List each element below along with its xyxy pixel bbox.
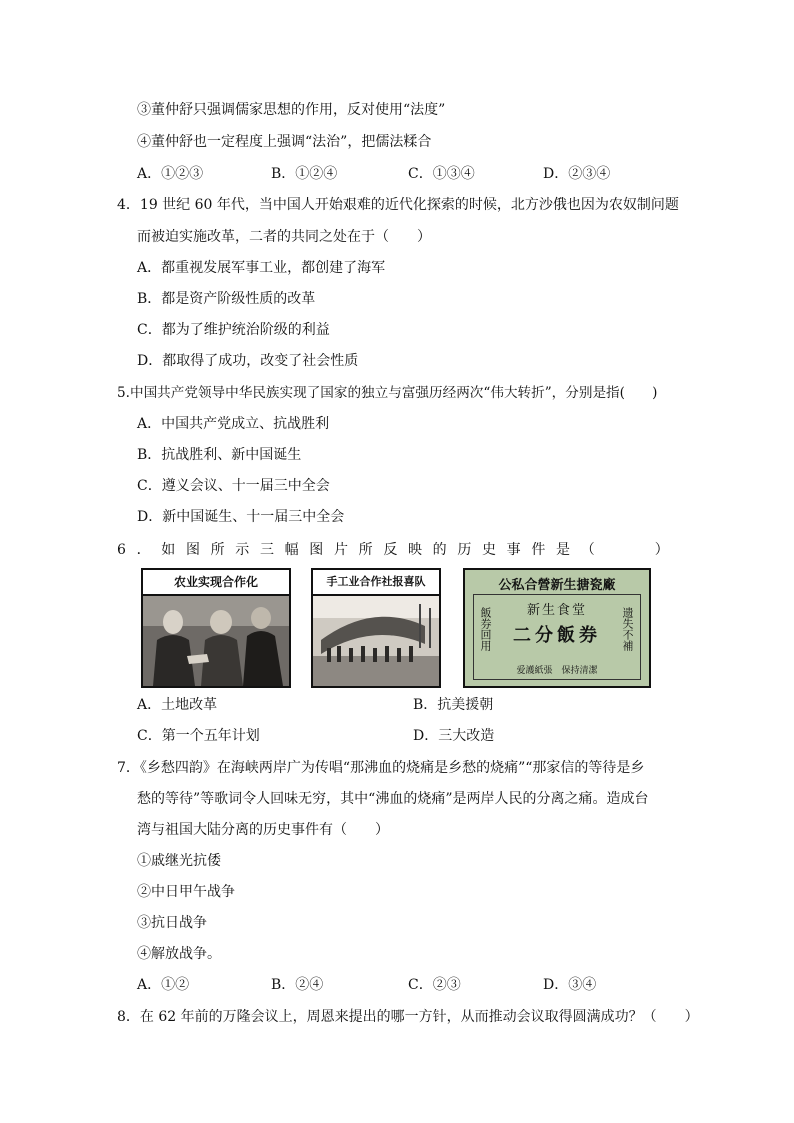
q5-option-b: B．抗战胜利、新中国诞生 <box>137 447 302 463</box>
q6-char: 所 <box>210 542 225 558</box>
q5-option-a: A．中国共产党成立、抗战胜利 <box>137 416 330 432</box>
q6-option-c: C．第一个五年计划 <box>137 728 260 744</box>
q6-char: 示 <box>235 542 250 558</box>
q6-option-d: D．三大改造 <box>413 728 495 744</box>
q7-statement-2: ②中日甲午战争 <box>137 884 235 900</box>
q6-char <box>630 540 644 560</box>
q6-char: 所 <box>358 542 373 558</box>
q7-option-a: A．①② <box>137 977 190 993</box>
q5-option-d: D．新中国诞生、十一届三中全会 <box>137 509 345 525</box>
q3-option-d: D．②③④ <box>543 166 611 182</box>
q3-statement-3: ③董仲舒只强调儒家思想的作用，反对使用“法度” <box>137 102 446 118</box>
q4-option-c: C．都为了维护统治阶级的利益 <box>137 322 330 338</box>
q4-stem-line2: 而被迫实施改革，二者的共同之处在于（ ） <box>137 229 431 245</box>
q6-char: 图 <box>309 542 324 558</box>
q8-stem: 8．在 62 年前的万隆会议上，周恩来提出的哪一方针，从而推动会议取得圆满成功？（ ） <box>117 1009 699 1025</box>
q3-option-b: B．①②④ <box>271 166 338 182</box>
q7-statement-4: ④解放战争。 <box>137 946 221 962</box>
people-photo-icon <box>143 596 289 686</box>
q6-ticket-body <box>473 594 641 680</box>
q6-char: 事 <box>506 542 521 558</box>
q6-ticket-left-note: 飯券回用 <box>479 607 492 651</box>
q6-char: 如 <box>161 542 176 558</box>
q6-char: 件 <box>531 542 546 558</box>
q5-stem: 5.中国共产党领导中华民族实现了国家的独立与富强历经两次“伟大转折”，分别是指( ) <box>117 385 658 401</box>
q3-option-a: A．①②③ <box>137 166 204 182</box>
q6-char: 幅 <box>284 542 299 558</box>
q7-stem-line2: 愁的等待”等歌词令人回味无穷，其中“沸血的烧痛”是两岸人民的分离之痛。造成台 <box>137 791 649 807</box>
q6-option-a: A．土地改革 <box>137 697 218 713</box>
q7-statement-1: ①戚继光抗倭 <box>137 853 221 869</box>
q6-ticket-canteen: 新生食堂 <box>526 603 587 618</box>
q6-ticket-value: 二分飯券 <box>513 625 601 646</box>
q6-option-b: B．抗美援朝 <box>413 697 494 713</box>
q6-image-meal-ticket <box>463 568 651 688</box>
q6-char: 史 <box>482 542 496 558</box>
q3-statement-4: ④董仲舒也一定程度上强调“法治”，把儒法糅合 <box>137 134 432 150</box>
q4-option-b: B．都是资产阶级性质的改革 <box>137 291 316 307</box>
q5-option-c: C．遵义会议、十一届三中全会 <box>137 478 330 494</box>
q7-option-c: C．②③ <box>408 977 461 993</box>
q7-option-b: B．②④ <box>271 977 324 993</box>
q6-char: ） <box>654 542 669 558</box>
q6-char: 片 <box>333 542 348 558</box>
q6-image-handicraft <box>311 568 441 688</box>
q7-option-d: D．③④ <box>543 977 597 993</box>
q6-char: 是 <box>556 542 571 558</box>
q6-ticket-title: 公私合營新生搪瓷廠 <box>498 578 616 593</box>
q6-ticket-bottom-note: 爱護紙張 保持清潔 <box>516 666 598 676</box>
q6-char: 图 <box>185 542 200 558</box>
q6-char: （ <box>580 542 595 558</box>
q6-stem <box>117 540 669 560</box>
q6-char: 6 <box>117 542 126 558</box>
parade-photo-icon <box>313 596 439 686</box>
q6-char: 映 <box>407 542 422 558</box>
q6-ticket-right-note: 遗失不補 <box>621 607 634 651</box>
q7-stem-line3: 湾与祖国大陆分离的历史事件有（ ） <box>137 822 389 838</box>
q3-option-c: C．①③④ <box>408 166 475 182</box>
q6-char: 反 <box>383 542 398 558</box>
q6-char: 三 <box>259 542 274 558</box>
q6-image-agriculture-caption: 农业实现合作化 <box>143 570 289 596</box>
q6-image-agriculture <box>141 568 291 688</box>
q7-stem-line1: 7．《乡愁四韵》在海峡两岸广为传唱“那沸血的烧痛是乡愁的烧痛”“那家信的等待是乡 <box>117 760 645 776</box>
q4-option-d: D．都取得了成功，改变了社会性质 <box>137 353 359 369</box>
q4-stem-line1: 4．19 世纪 60 年代，当中国人开始艰难的近代化探索的时候，北方沙俄也因为农奴制问题 <box>117 197 679 213</box>
q4-option-a: A．都重视发展军事工业，都创建了海军 <box>137 260 386 276</box>
q7-statement-3: ③抗日战争 <box>137 915 207 931</box>
q6-char: 的 <box>432 542 447 558</box>
q6-char: ． <box>136 542 151 558</box>
q6-image-handicraft-caption: 手工业合作社报喜队 <box>313 570 439 596</box>
q6-char <box>605 540 619 560</box>
q6-char: 历 <box>457 542 472 558</box>
